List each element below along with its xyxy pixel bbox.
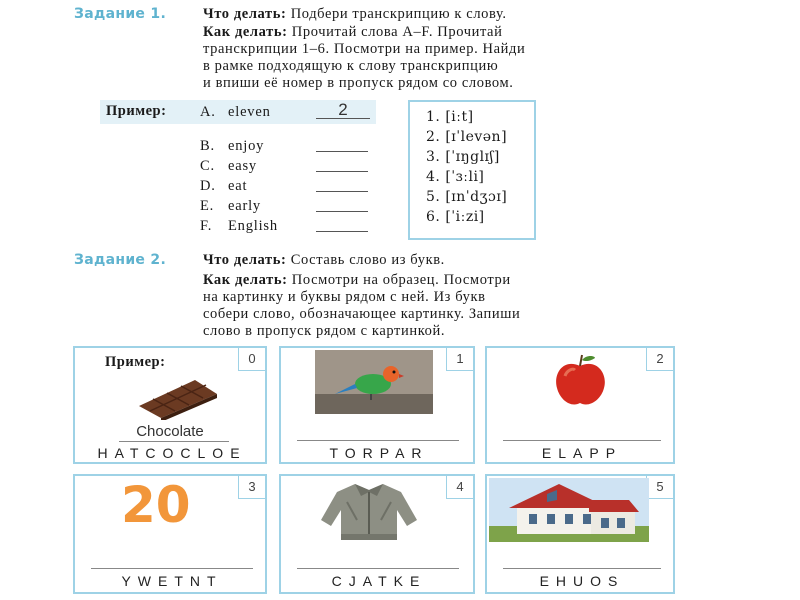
answer-line[interactable] xyxy=(503,440,661,441)
task2-how-line: Посмотри на образец. Посмотри xyxy=(291,272,511,288)
transcription-ipa: [ˈiːzi] xyxy=(445,209,485,225)
house-photo-icon xyxy=(489,478,649,542)
transcription-num: 1. xyxy=(426,109,441,125)
card-3 xyxy=(73,474,267,594)
task1-how-line: Прочитай слова A–F. Прочитай xyxy=(291,24,503,40)
transcription-box xyxy=(408,100,536,240)
task1-what-label: Что делать: xyxy=(203,6,287,22)
answer-line[interactable] xyxy=(503,568,661,569)
task2-how-line: собери слово, обозначающее картинку. Запиши xyxy=(203,306,521,322)
word-letter: F. xyxy=(200,218,213,234)
task2-how xyxy=(203,272,683,340)
task1-how-line: в рамке подходящую к слову транскрипцию xyxy=(203,58,499,74)
task1-example-label: Пример: xyxy=(106,103,167,119)
word-text: English xyxy=(228,218,278,234)
task2-example-label: Пример: xyxy=(105,354,166,370)
transcription-num: 3. xyxy=(426,149,441,165)
scrambled-letters: HATCOCLOE xyxy=(97,445,247,461)
word-text: enjoy xyxy=(228,138,265,154)
card-4 xyxy=(279,474,475,594)
task1-how-label: Как делать: xyxy=(203,24,288,40)
task2-what xyxy=(203,252,683,269)
answer-line[interactable] xyxy=(91,568,253,569)
card-2 xyxy=(485,346,675,464)
answer-a: 2 xyxy=(338,100,348,119)
task1-what-text: Подбери транскрипцию к слову. xyxy=(290,6,507,22)
task2-what-text: Составь слово из букв. xyxy=(290,252,445,268)
jacket-icon xyxy=(317,480,421,542)
answer-line[interactable] xyxy=(297,440,459,441)
transcription-item xyxy=(426,127,534,147)
word-letter: E. xyxy=(200,198,215,214)
answer-line xyxy=(119,441,229,442)
word-text: early xyxy=(228,198,261,214)
transcription-num: 6. xyxy=(426,209,441,225)
transcription-ipa: [ɪnˈdʒɔɪ] xyxy=(445,189,508,205)
card-0 xyxy=(73,346,267,464)
word-text: eat xyxy=(228,178,248,194)
card-number: 2 xyxy=(646,348,673,371)
transcription-item xyxy=(426,147,534,167)
word-row xyxy=(200,216,380,236)
word-letter: B. xyxy=(200,138,215,154)
card-number: 1 xyxy=(446,348,473,371)
word-letter: C. xyxy=(200,158,215,174)
scrambled-letters: YWETNT xyxy=(121,573,223,589)
transcription-ipa: [iːt] xyxy=(445,109,474,125)
transcription-item xyxy=(426,107,534,127)
task2-how-line: слово в пропуск рядом с картинкой. xyxy=(203,323,446,339)
card-5 xyxy=(485,474,675,594)
word-row xyxy=(200,156,380,176)
answer-blank-b[interactable] xyxy=(316,151,368,152)
written-word: Chocolate xyxy=(136,423,204,440)
answer-line[interactable] xyxy=(297,568,459,569)
scrambled-letters: EHUOS xyxy=(539,573,625,589)
card-1 xyxy=(279,346,475,464)
transcription-item xyxy=(426,207,534,227)
task2-label: Задание 2. xyxy=(74,252,167,268)
task2-what-label: Что делать: xyxy=(203,252,287,268)
scrambled-letters: TORPAR xyxy=(329,445,429,461)
task2-how-line: на картинку и буквы рядом с ней. Из букв xyxy=(203,289,486,305)
word-list xyxy=(200,102,380,236)
task2-how-label: Как делать: xyxy=(203,272,288,288)
word-letter: A. xyxy=(200,104,216,120)
answer-blank-d[interactable] xyxy=(316,191,368,192)
word-row xyxy=(200,136,380,156)
word-letter: D. xyxy=(200,178,216,194)
scrambled-letters: CJATKE xyxy=(331,573,427,589)
answer-blank-e[interactable] xyxy=(316,211,368,212)
card-number: 3 xyxy=(238,476,265,499)
word-text: easy xyxy=(228,158,257,174)
apple-icon xyxy=(551,352,609,408)
task1-how xyxy=(203,24,683,92)
transcription-item xyxy=(426,167,534,187)
transcription-ipa: [ɪˈlevən] xyxy=(445,129,508,145)
scrambled-letters: ELAPP xyxy=(541,445,623,461)
answer-blank-f[interactable] xyxy=(316,231,368,232)
task1-what xyxy=(203,6,683,23)
word-text: eleven xyxy=(228,104,271,120)
transcription-item xyxy=(426,187,534,207)
answer-blank-c[interactable] xyxy=(316,171,368,172)
task1-how-line: и впиши её номер в пропуск рядом со словом. xyxy=(203,75,514,91)
chocolate-bar-icon xyxy=(137,376,219,420)
word-row xyxy=(200,196,380,216)
card-number: 5 xyxy=(646,476,673,499)
transcription-num: 4. xyxy=(426,169,441,185)
task1-label: Задание 1. xyxy=(74,6,167,22)
transcription-ipa: [ˈɜːli] xyxy=(445,169,485,185)
task1-how-line: транскрипции 1–6. Посмотри на пример. Найди xyxy=(203,41,526,57)
card-number: 0 xyxy=(238,348,265,371)
card-number: 4 xyxy=(446,476,473,499)
number-twenty-icon: 20 xyxy=(121,476,191,534)
parrot-photo-icon xyxy=(315,350,433,414)
transcription-ipa: [ˈɪŋglɪʃ] xyxy=(445,149,500,165)
transcription-num: 2. xyxy=(426,129,441,145)
word-row xyxy=(200,176,380,196)
transcription-num: 5. xyxy=(426,189,441,205)
